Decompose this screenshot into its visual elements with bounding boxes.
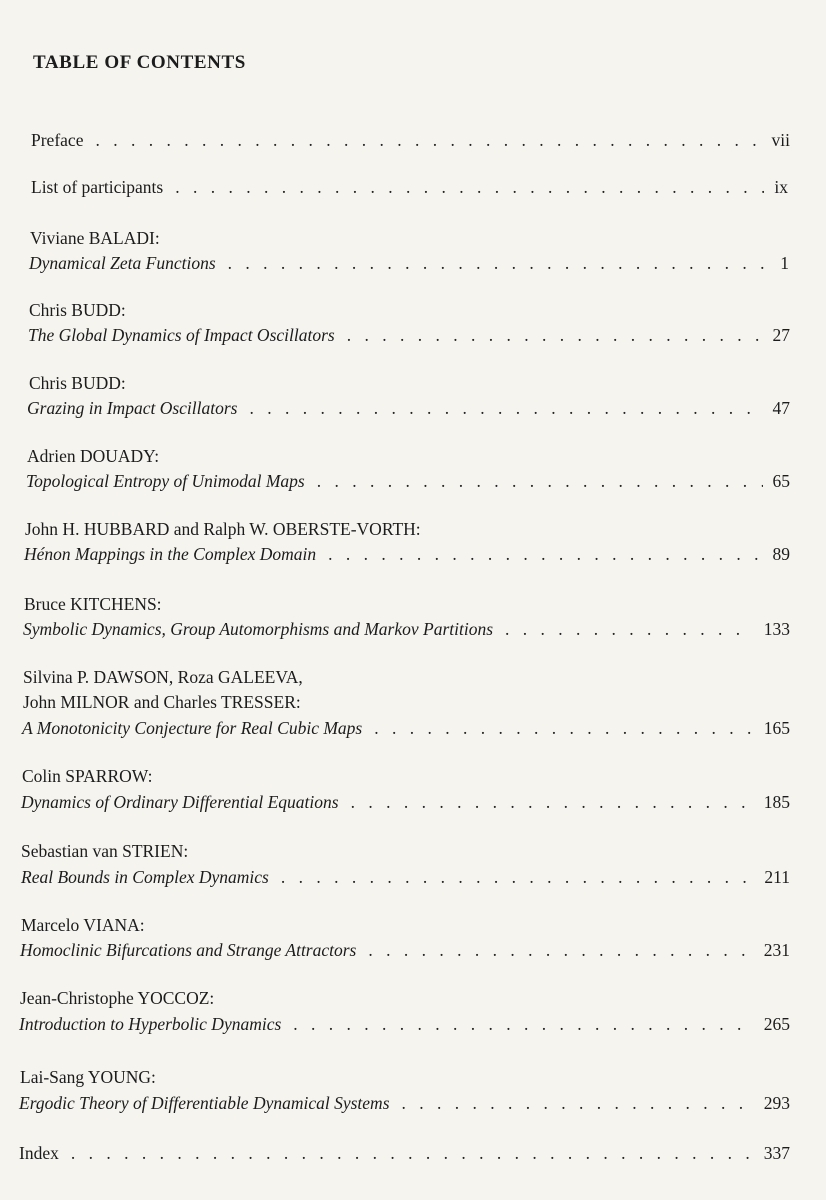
leader-dots: [228, 250, 771, 276]
leader-dots: [351, 789, 754, 815]
leader-dots: [175, 174, 764, 200]
toc-entry-title: Topological Entropy of Unimodal Maps: [26, 471, 305, 491]
toc-entry-title: Dynamics of Ordinary Differential Equations: [21, 792, 339, 812]
toc-entry-page: 265: [763, 1014, 790, 1034]
toc-entry-title: Hénon Mappings in the Complex Domain: [24, 544, 317, 564]
leader-dots: [293, 1011, 753, 1037]
toc-entry-author: Adrien DOUADY:: [27, 446, 160, 466]
toc-entry-page: 231: [763, 940, 790, 960]
toc-entry-page: 133: [763, 619, 790, 639]
leader-dots: [317, 468, 763, 494]
page-title: TABLE OF CONTENTS: [33, 52, 246, 73]
leader-dots: [347, 322, 763, 348]
toc-entry-title: Introduction to Hyperbolic Dynamics: [19, 1014, 282, 1034]
leader-dots: [281, 864, 755, 890]
leader-dots: [328, 541, 762, 567]
toc-entry-page: 337: [763, 1143, 790, 1163]
toc-entry-title: Ergodic Theory of Differentiable Dynamical Systems: [19, 1093, 390, 1113]
toc-entry-page: ix: [774, 177, 788, 197]
toc-entry-author: Marcelo VIANA:: [21, 915, 145, 935]
toc-entry-title: A Monotonicity Conjecture for Real Cubic Maps: [22, 718, 363, 738]
toc-entry-page: vii: [771, 130, 790, 150]
toc-entry-title: Real Bounds in Complex Dynamics: [21, 867, 269, 887]
toc-entry-author: Bruce KITCHENS:: [24, 594, 162, 614]
leader-dots: [402, 1090, 754, 1116]
toc-entry-page: 65: [772, 471, 790, 491]
toc-entry-page: 27: [772, 325, 790, 345]
toc-entry-page: 89: [772, 544, 790, 564]
toc-entry-author-continued: John MILNOR and Charles TRESSER:: [23, 692, 301, 712]
toc-entry-title: Symbolic Dynamics, Group Automorphisms and Markov Partitions: [23, 619, 494, 639]
toc-entry-author: Jean-Christophe YOCCOZ:: [20, 988, 215, 1008]
toc-entry-title: Index: [19, 1143, 59, 1163]
leader-dots: [95, 127, 761, 153]
toc-entry-page: 165: [763, 718, 790, 738]
toc-entry-author: Chris BUDD:: [29, 373, 126, 393]
toc-entry-title: Dynamical Zeta Functions: [29, 253, 216, 273]
toc-entry-page: 293: [763, 1093, 790, 1113]
toc-entry-author: John H. HUBBARD and Ralph W. OBERSTE-VORTH:: [25, 519, 421, 539]
leader-dots: [250, 395, 763, 421]
leader-dots: [368, 937, 753, 963]
toc-entry-page: 47: [772, 398, 790, 418]
toc-entry-title: The Global Dynamics of Impact Oscillators: [28, 325, 335, 345]
leader-dots: [71, 1140, 754, 1166]
toc-entry-author: Colin SPARROW:: [22, 766, 153, 786]
toc-entry-title: Homoclinic Bifurcations and Strange Attractors: [20, 940, 357, 960]
leader-dots: [374, 715, 754, 741]
toc-entry-page: 211: [764, 867, 790, 887]
toc-entry-author: Silvina P. DAWSON, Roza GALEEVA,: [23, 667, 303, 687]
leader-dots: [505, 616, 754, 642]
toc-entry-title: Grazing in Impact Oscillators: [27, 398, 238, 418]
toc-entry-page: 185: [763, 792, 790, 812]
toc-entry-author: Sebastian van STRIEN:: [21, 841, 189, 861]
toc-entry-page: 1: [780, 253, 789, 273]
toc-entry-title: Preface: [31, 130, 84, 150]
toc-entry-author: Chris BUDD:: [29, 300, 126, 320]
toc-entry-author: Viviane BALADI:: [30, 228, 160, 248]
toc-entry-title: List of participants: [31, 177, 164, 197]
toc-entry-author: Lai-Sang YOUNG:: [20, 1067, 156, 1087]
